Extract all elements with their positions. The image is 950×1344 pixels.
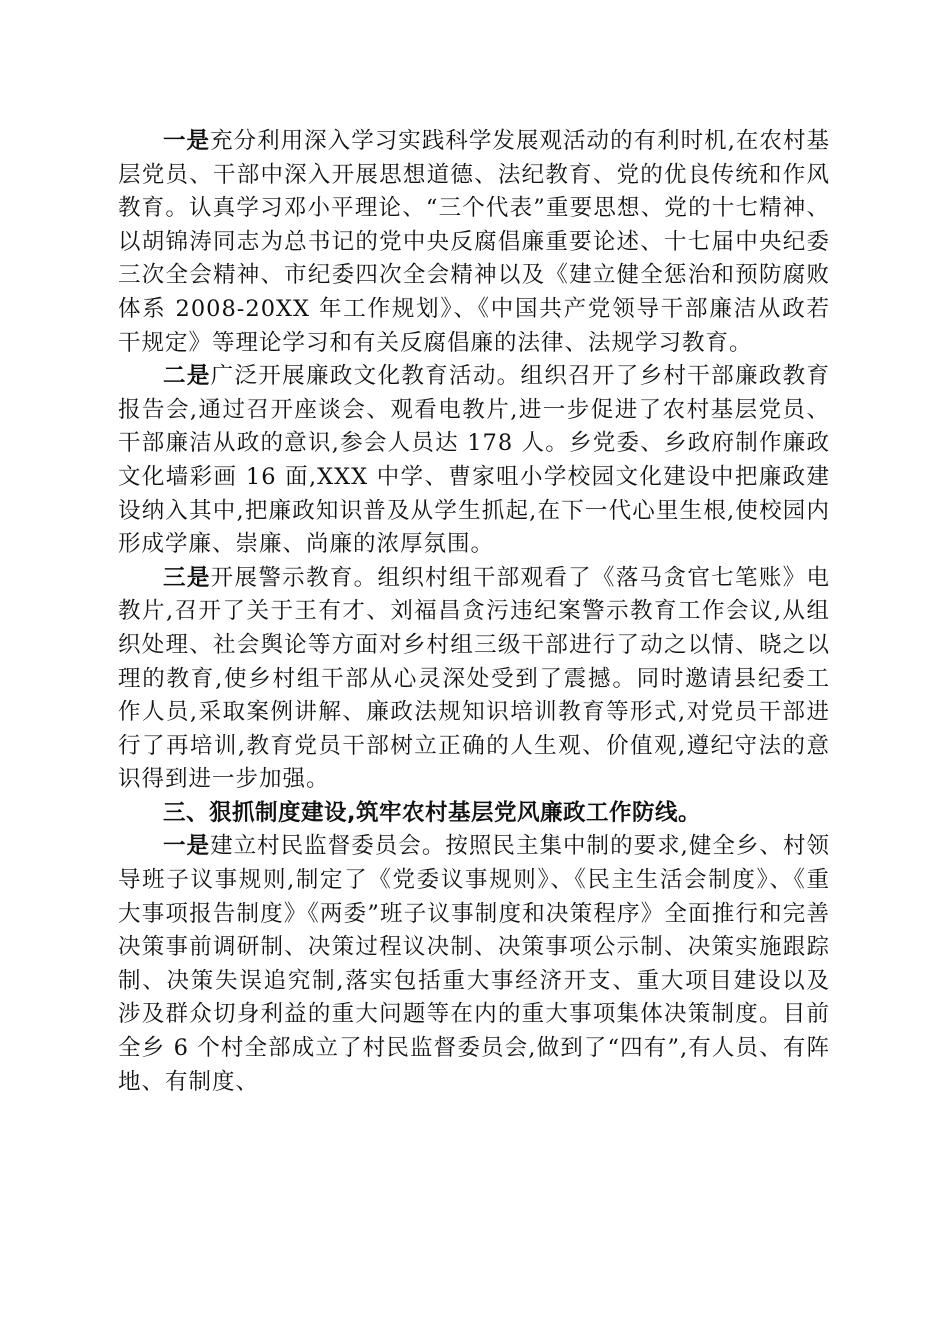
paragraph-text: 建立村民监督委员会。按照民主集中制的要求,健全乡、村领导班子议事规则,制定了《党委议事规则》、《民主生活会制度》、《重大事项报告制度》《两委”班子议事制度和决策程序》全面推行和完善决策事前调研制、决策过程议决制、决策事项公示制、决策实施跟踪制、决策失误追究制,落实包括重大事经济开支、重大项目建设以及涉及群众切身利益的重大问题等在内的重大事项集体决策制度。目前全乡 6 个村全部成立了村民监督委员会,做到了“四有”,有人员、有阵地、有制度、 [118, 833, 830, 1095]
paragraph-lead: 二是 [163, 363, 211, 390]
paragraph-education-3 [118, 562, 830, 797]
paragraph-education-2 [118, 360, 830, 562]
paragraph-lead: 一是 [163, 833, 211, 860]
paragraph-lead: 一是 [163, 128, 211, 154]
paragraph-text: 充分利用深入学习实践科学发展观活动的有利时机,在农村基层党员、干部中深入开展思想道德、法纪教育、党的优良传统和作风教育。认真学习邓小平理论、“三个代表”重要思想、党的十七精神、以胡锦涛同志为总书记的党中央反腐倡廉重要论述、十七届中央纪委三次全会精神、市纪委四次全会精神以及《建立健全惩治和预防腐败体系 2008-20XX 年工作规划》、《中国共产党领导干部廉洁从政若干规定》等理论学习和有关反腐倡廉的法律、法规学习教育。 [118, 128, 830, 356]
paragraph-text: 广泛开展廉政文化教育活动。组织召开了乡村干部廉政教育报告会,通过召开座谈会、观看电教片,进一步促进了农村基层党员、干部廉洁从政的意识,参会人员达 178 人。乡党委、乡政府制作廉政文化墙彩画 16 面,XXX 中学、曹家咀小学校园文化建设中把廉政建设纳入其中,把廉政知识普及从学生抓起,在下一代心里生根,使校园内形成学廉、崇廉、尚廉的浓厚氛围。 [118, 363, 830, 558]
document-body [118, 125, 830, 1099]
paragraph-education-1 [118, 125, 830, 360]
paragraph-text: 开展警示教育。组织村组干部观看了《落马贪官七笔账》电教片,召开了关于王有才、刘福昌贪污违纪案警示教育工作会议,从组织处理、社会舆论等方面对乡村组三级干部进行了动之以情、晓之以理的教育,使乡村组干部从心灵深处受到了震撼。同时邀请县纪委工作人员,采取案例讲解、廉政法规知识培训教育等形式,对党员干部进行了再培训,教育党员干部树立正确的人生观、价值观,遵纪守法的意识得到进一步加强。 [118, 564, 830, 793]
paragraph-lead: 三是 [163, 564, 211, 591]
section-heading: 三、狠抓制度建设,筑牢农村基层党风廉政工作防线。 [163, 799, 702, 826]
paragraph-system-1 [118, 830, 830, 1099]
